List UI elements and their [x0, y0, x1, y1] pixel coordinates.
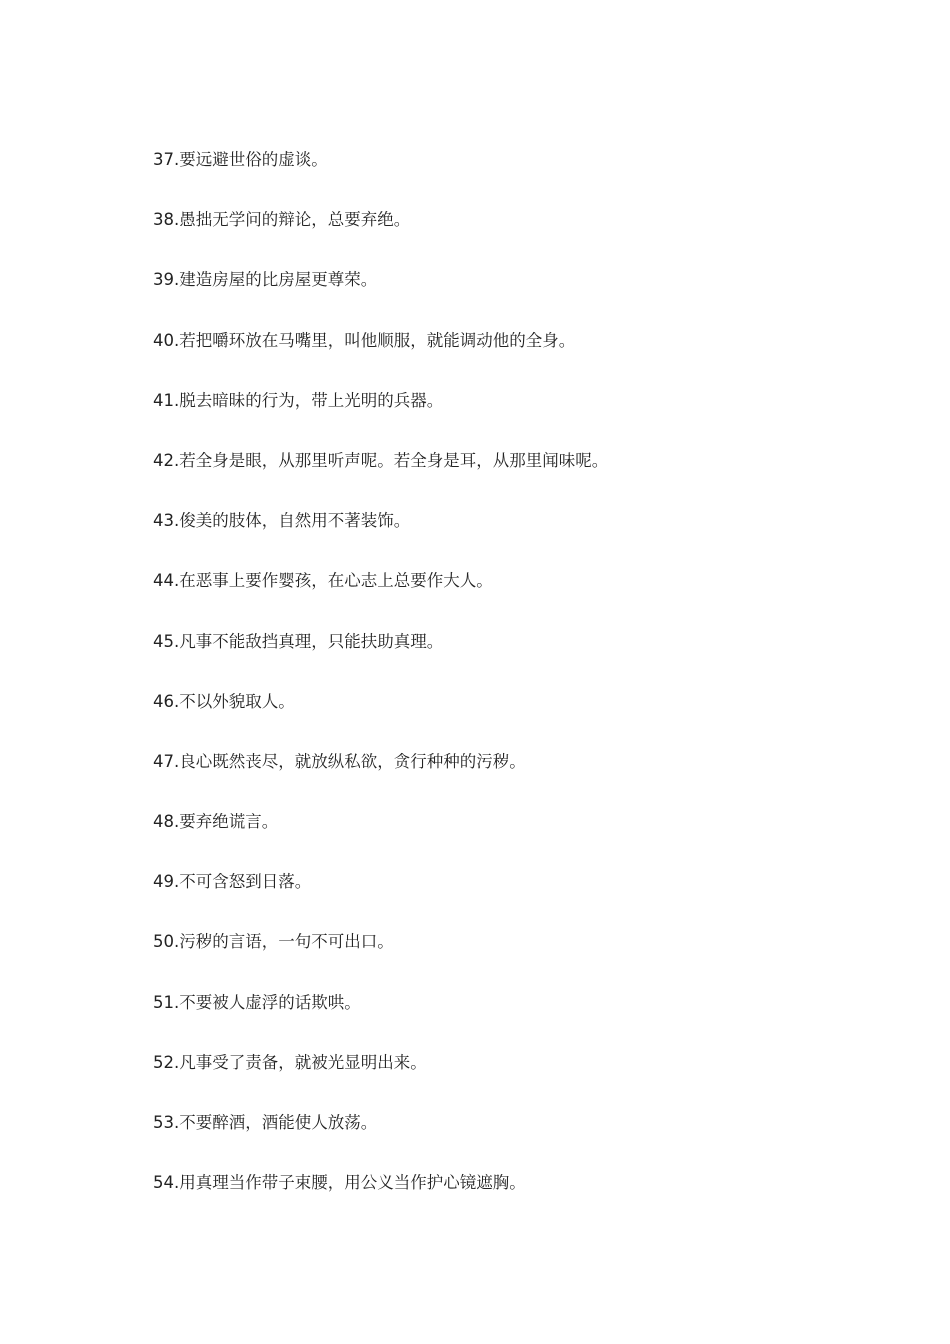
list-item: 44.在恶事上要作婴孩，在心志上总要作大人。 — [153, 571, 493, 591]
list-item: 50.污秽的言语，一句不可出口。 — [153, 932, 394, 952]
list-item: 49.不可含怒到日落。 — [153, 872, 312, 892]
list-item: 43.俊美的肢体，自然用不著装饰。 — [153, 511, 411, 531]
list-item: 39.建造房屋的比房屋更尊荣。 — [153, 270, 378, 290]
list-item: 54.用真理当作带子束腰，用公义当作护心镜遮胸。 — [153, 1173, 526, 1193]
proverb-list — [153, 148, 873, 1231]
list-item: 42.若全身是眼，从那里听声呢。若全身是耳，从那里闻味呢。 — [153, 450, 609, 470]
list-item: 38.愚拙无学问的辩论，总要弃绝。 — [153, 210, 411, 230]
list-item: 40.若把嚼环放在马嘴里，叫他顺服，就能调动他的全身。 — [153, 330, 576, 350]
list-item: 47.良心既然丧尽，就放纵私欲，贪行种种的污秽。 — [153, 751, 526, 771]
list-item: 51.不要被人虚浮的话欺哄。 — [153, 992, 361, 1012]
list-item: 46.不以外貌取人。 — [153, 691, 295, 711]
list-item: 37.要远避世俗的虚谈。 — [153, 150, 328, 169]
list-item: 45.凡事不能敌挡真理，只能扶助真理。 — [153, 631, 444, 651]
list-item: 53.不要醉酒，酒能使人放荡。 — [153, 1113, 378, 1132]
list-item: 48.要弃绝谎言。 — [153, 812, 279, 832]
list-item: 52.凡事受了责备，就被光显明出来。 — [153, 1052, 427, 1072]
list-item: 41.脱去暗昧的行为，带上光明的兵器。 — [153, 390, 444, 410]
